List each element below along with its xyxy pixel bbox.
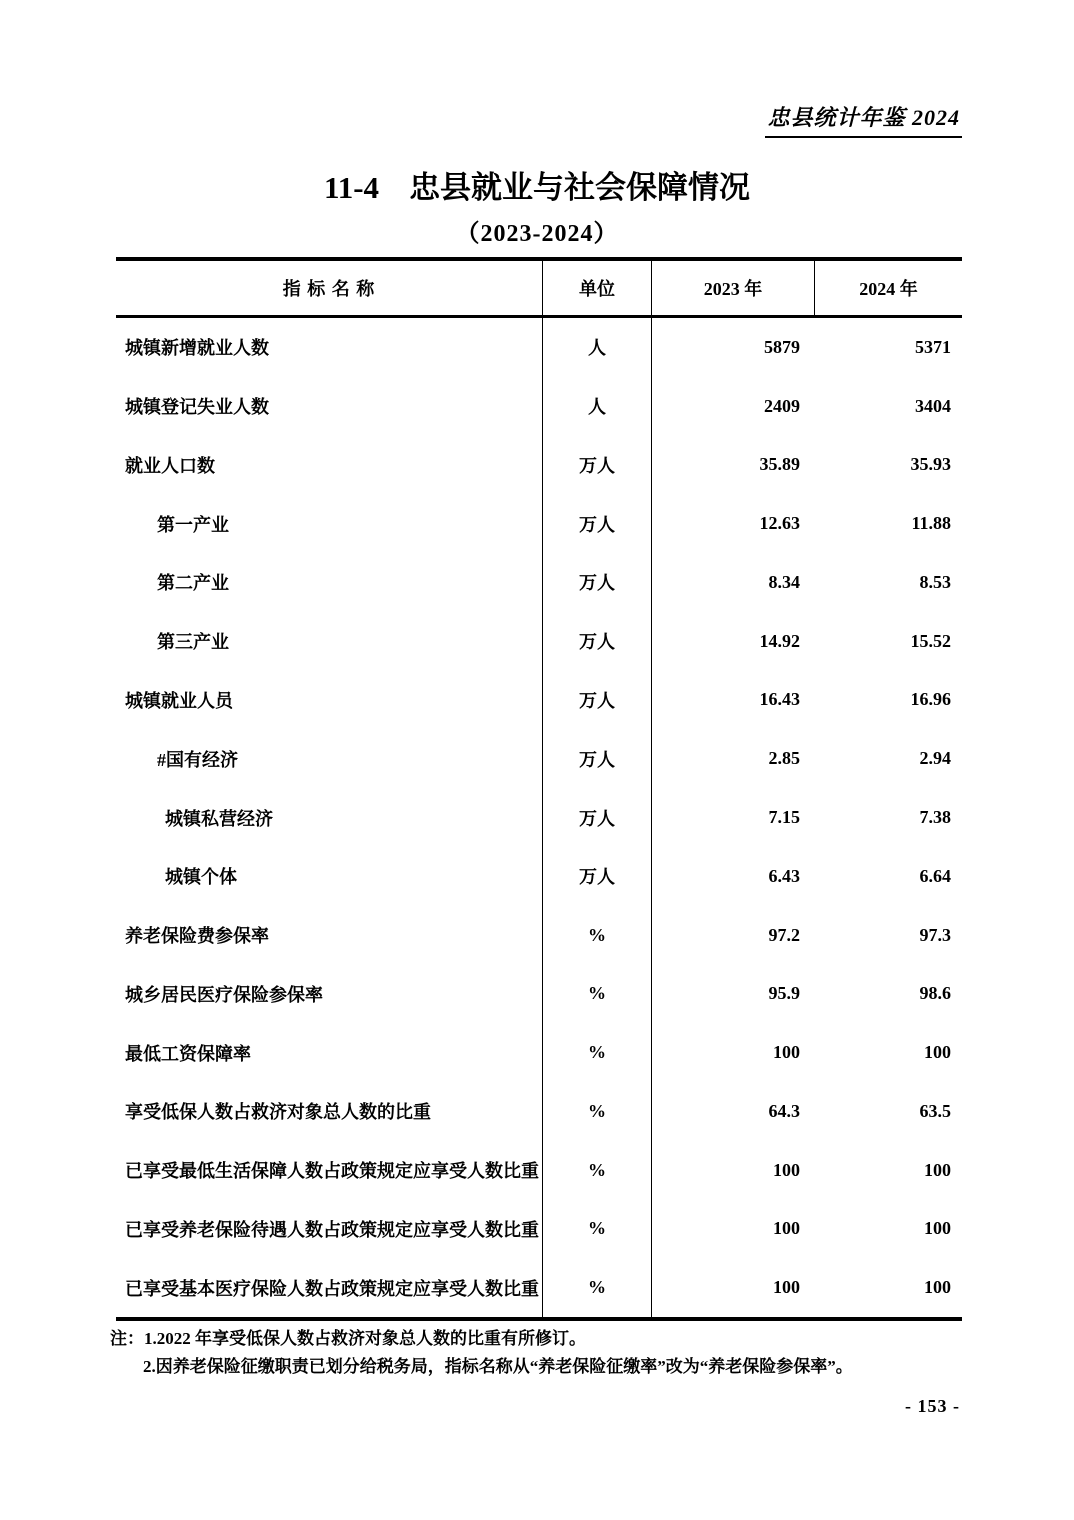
indicator-cell: 城镇新增就业人数 <box>116 318 543 377</box>
table-row <box>116 1199 962 1258</box>
value-2023-cell: 35.89 <box>759 454 800 475</box>
unit-cell: % <box>543 1199 652 1258</box>
table-row <box>116 964 962 1023</box>
value-2023-cell: 16.43 <box>759 689 800 710</box>
indicator-cell: 就业人口数 <box>116 436 543 495</box>
indicator-cell: 第一产业 <box>116 494 543 553</box>
table-subtitle: （2023-2024） <box>455 221 619 247</box>
value-2023-cell: 14.92 <box>759 630 800 651</box>
value-2024-cell: 100 <box>924 1218 951 1239</box>
table-row <box>116 906 962 965</box>
indicator-cell: 城乡居民医疗保险参保率 <box>116 964 543 1023</box>
indicator-cell: #国有经济 <box>116 729 543 788</box>
table-number: 11-4 <box>323 170 380 205</box>
value-2023-cell: 2409 <box>764 395 800 416</box>
table-row <box>116 377 962 436</box>
value-2023-cell: 95.9 <box>768 983 800 1004</box>
value-2024-cell: 2.94 <box>919 748 951 769</box>
header-year-2023: 2023 年 <box>652 261 815 315</box>
value-2023-cell: 5879 <box>764 336 800 357</box>
note-line-2: 2.因养老保险征缴职责已划分给税务局，指标名称从“养老保险征缴率”改为“养老保险参保率”。 <box>143 1357 853 1376</box>
table-row <box>116 612 962 671</box>
value-2024-cell: 8.53 <box>919 571 951 592</box>
indicator-cell: 第二产业 <box>116 553 543 612</box>
value-2023-cell: 8.34 <box>768 571 800 592</box>
unit-cell: % <box>543 1023 652 1082</box>
indicator-cell: 城镇私营经济 <box>116 788 543 847</box>
table-row <box>116 1141 962 1200</box>
value-2024-cell: 97.3 <box>919 924 951 945</box>
unit-cell: 万人 <box>543 436 652 495</box>
value-2023-cell: 100 <box>773 1042 800 1063</box>
value-2024-cell: 98.6 <box>919 983 951 1004</box>
value-2024-cell: 63.5 <box>919 1100 951 1121</box>
table-row <box>116 436 962 495</box>
indicator-cell: 享受低保人数占救济对象总人数的比重 <box>116 1082 543 1141</box>
value-2024-cell: 7.38 <box>919 807 951 827</box>
unit-cell: 人 <box>543 377 652 436</box>
table-title <box>0 162 1074 207</box>
value-2023-cell: 100 <box>773 1159 800 1180</box>
unit-cell: 万人 <box>543 847 652 906</box>
table-row <box>116 729 962 788</box>
value-2024-cell: 6.64 <box>919 865 951 886</box>
unit-cell: 万人 <box>543 671 652 730</box>
table-row <box>116 553 962 612</box>
value-2023-cell: 100 <box>773 1218 800 1239</box>
value-2023-cell: 6.43 <box>768 865 800 886</box>
indicator-cell: 已享受最低生活保障人数占政策规定应享受人数比重 <box>116 1141 543 1200</box>
value-2023-cell: 64.3 <box>768 1100 800 1121</box>
table-row <box>116 494 962 553</box>
value-2023-cell: 12.63 <box>759 513 800 534</box>
unit-cell: % <box>543 1082 652 1141</box>
value-2024-cell: 15.52 <box>910 630 951 651</box>
unit-cell: 万人 <box>543 494 652 553</box>
table-row <box>116 788 962 847</box>
table-row <box>116 847 962 906</box>
value-2024-cell: 11.88 <box>911 513 951 534</box>
unit-cell: % <box>543 906 652 965</box>
value-2024-cell: 3404 <box>915 395 951 416</box>
unit-cell: 万人 <box>543 553 652 612</box>
yearbook-running-head: 忠县统计年鉴 2024 <box>765 101 962 138</box>
value-2024-cell: 35.93 <box>910 454 951 475</box>
value-2023-cell: 2.85 <box>768 748 800 769</box>
table-header-row <box>116 261 962 318</box>
table-title-text: 忠县就业与社会保障情况 <box>409 170 751 205</box>
indicator-cell: 已享受养老保险待遇人数占政策规定应享受人数比重 <box>116 1199 543 1258</box>
page-number: - 153 - <box>905 1396 960 1416</box>
unit-cell: 万人 <box>543 612 652 671</box>
header-year-2024: 2024 年 <box>859 279 918 299</box>
table-row <box>116 318 962 377</box>
value-2024-cell: 100 <box>924 1042 951 1063</box>
note-line-1: 注：1.2022 年享受低保人数占救济对象总人数的比重有所修订。 <box>110 1329 586 1348</box>
unit-cell: % <box>543 1258 652 1317</box>
value-2024-cell: 16.96 <box>910 689 951 710</box>
table-row <box>116 671 962 730</box>
unit-cell: % <box>543 1141 652 1200</box>
table-row <box>116 1258 962 1317</box>
indicator-cell: 第三产业 <box>116 612 543 671</box>
value-2023-cell: 97.2 <box>768 924 800 945</box>
unit-cell: 万人 <box>543 729 652 788</box>
indicator-cell: 最低工资保障率 <box>116 1023 543 1082</box>
value-2024-cell: 100 <box>924 1277 951 1298</box>
value-2024-cell: 5371 <box>915 336 951 357</box>
value-2023-cell: 7.15 <box>768 807 800 827</box>
table-notes <box>110 1325 964 1381</box>
statistics-table <box>116 257 962 1321</box>
indicator-cell: 已享受基本医疗保险人数占政策规定应享受人数比重 <box>116 1258 543 1317</box>
header-indicator-name: 指 标 名 称 <box>116 261 543 315</box>
table-row <box>116 1023 962 1082</box>
table-row <box>116 1082 962 1141</box>
value-2023-cell: 100 <box>773 1277 800 1298</box>
table-body <box>116 318 962 1317</box>
unit-cell: 万人 <box>543 788 652 847</box>
indicator-cell: 城镇个体 <box>116 847 543 906</box>
indicator-cell: 城镇就业人员 <box>116 671 543 730</box>
indicator-cell: 城镇登记失业人数 <box>116 377 543 436</box>
header-unit: 单位 <box>543 261 652 315</box>
unit-cell: 人 <box>543 318 652 377</box>
value-2024-cell: 100 <box>924 1159 951 1180</box>
indicator-cell: 养老保险费参保率 <box>116 906 543 965</box>
unit-cell: % <box>543 964 652 1023</box>
